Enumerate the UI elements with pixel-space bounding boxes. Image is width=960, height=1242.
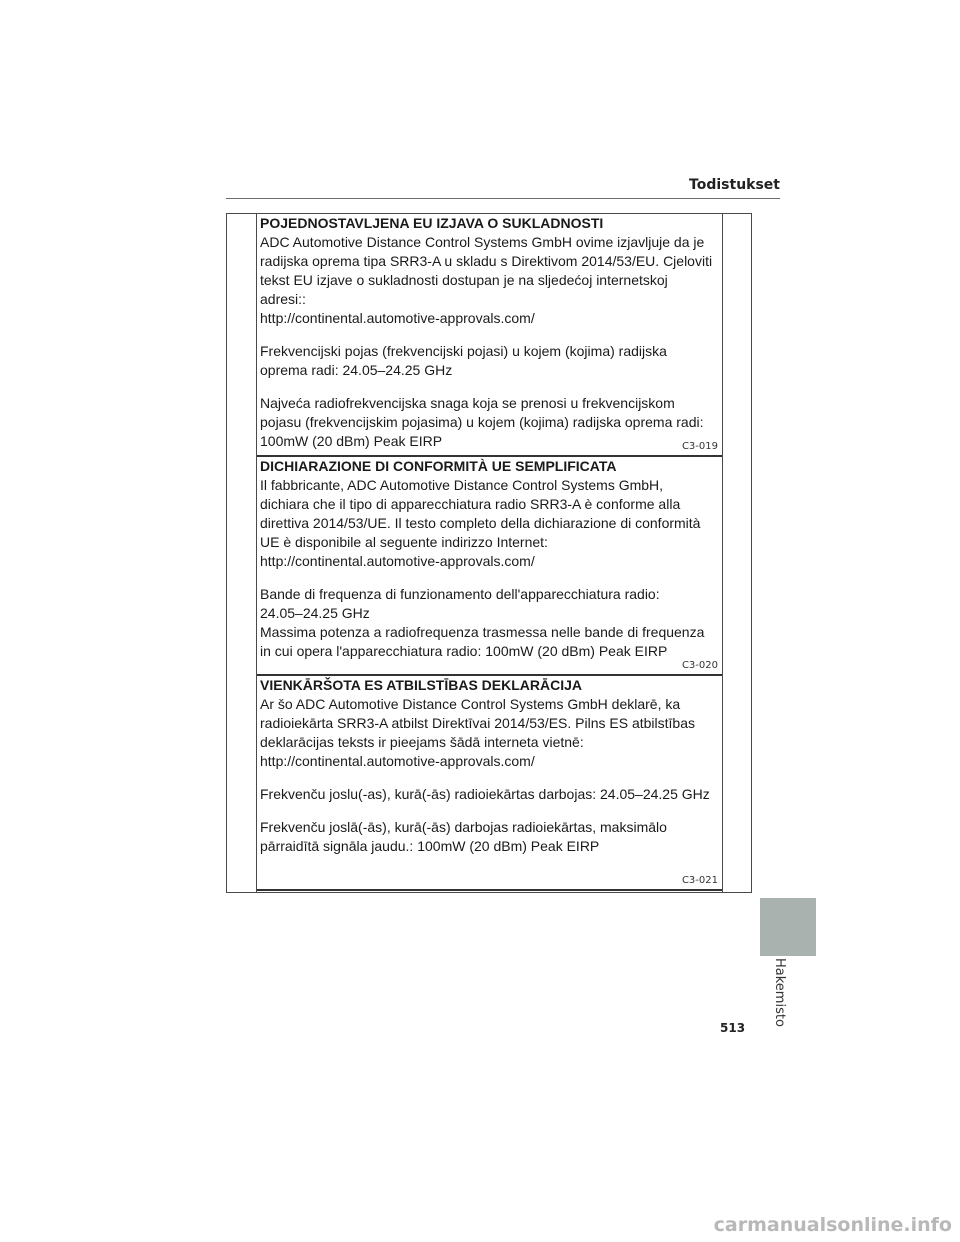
declaration-text — [260, 457, 722, 661]
declaration-line: deklarācijas teksts ir pieejams šādā interneta vietnē: — [260, 734, 584, 750]
declaration-line: Frekvencijski pojas (frekvencijski pojasi) u kojem (kojima) radijska — [260, 343, 667, 359]
declaration-line: dichiara che il tipo di apparecchiatura radio SRR3-A è conforme alla — [260, 496, 681, 512]
declaration-text — [260, 214, 722, 451]
declaration-line: radijska oprema tipa SRR3-A u skladu s Direktivom 2014/53/EU. Cjeloviti — [260, 253, 713, 269]
declaration-heading: DICHIARAZIONE DI CONFORMITÀ UE SEMPLIFICATA — [260, 458, 617, 474]
declaration-line: oprema radi: 24.05–24.25 GHz — [260, 362, 453, 378]
declaration-line: UE è disponibile al seguente indirizzo Internet: — [260, 534, 548, 550]
declaration-heading: VIENKĀRŠOTA ES ATBILSTĪBAS DEKLARĀCIJA — [260, 677, 583, 693]
declaration-line: ADC Automotive Distance Control Systems GmbH ovime izjavljuje da je — [260, 234, 705, 250]
paragraph-gap — [260, 328, 722, 342]
declaration-code: C3-020 — [681, 660, 718, 671]
paragraph-gap — [260, 380, 722, 394]
declaration-line: direttiva 2014/53/UE. Il testo completo della dichiarazione di conformità — [260, 515, 701, 531]
paragraph-gap — [260, 804, 722, 818]
declaration-line: Il fabbricante, ADC Automotive Distance Control Systems GmbH, — [260, 477, 664, 493]
declaration-italian — [257, 457, 722, 676]
section-tab-marker — [760, 898, 816, 956]
paragraph-gap — [260, 771, 722, 785]
declaration-line: http://continental.automotive-approvals.com/ — [260, 310, 535, 326]
declaration-code: C3-019 — [681, 441, 718, 452]
side-tab-label: Hakemisto — [772, 958, 787, 1027]
declaration-line: 24.05–24.25 GHz — [260, 605, 370, 621]
declaration-line: 100mW (20 dBm) Peak EIRP — [260, 433, 443, 449]
declarations-frame — [226, 213, 752, 893]
declaration-line: tekst EU izjave o sukladnosti dostupan je na sljedećoj internetskoj — [260, 272, 668, 288]
declaration-line: Ar šo ADC Automotive Distance Control Systems GmbH deklarē, ka — [260, 696, 681, 712]
declaration-line: radioiekārta SRR3-A atbilst Direktīvai 2014/53/ES. Pilns ES atbilstības — [260, 715, 695, 731]
declaration-croatian — [257, 214, 722, 457]
declaration-line: adresi:: — [260, 291, 306, 307]
header-divider — [226, 198, 780, 199]
declaration-text — [260, 676, 722, 856]
declaration-code: C3-021 — [681, 875, 718, 886]
declaration-line: pārraidītā signāla jaudu.: 100mW (20 dBm) Peak EIRP — [260, 838, 600, 854]
declaration-latvian — [257, 676, 722, 891]
paragraph-gap — [260, 571, 722, 585]
declaration-line: in cui opera l'apparecchiatura radio: 100mW (20 dBm) Peak EIRP — [260, 643, 668, 659]
page-header-title: Todistukset — [689, 177, 780, 193]
watermark: carmanualsonline.info — [713, 1214, 952, 1236]
declaration-heading: POJEDNOSTAVLJENA EU IZJAVA O SUKLADNOSTI — [260, 215, 604, 231]
declaration-line: Frekvenču joslā(-ās), kurā(-ās) darbojas radioiekārtas, maksimālo — [260, 819, 667, 835]
declaration-line: http://continental.automotive-approvals.com/ — [260, 553, 535, 569]
declaration-line: http://continental.automotive-approvals.com/ — [260, 753, 535, 769]
declaration-line: Frekvenču joslu(-as), kurā(-ās) radioiekārtas darbojas: 24.05–24.25 GHz — [260, 786, 710, 802]
page-number: 513 — [720, 1021, 746, 1035]
right-column-rule — [722, 214, 723, 892]
declaration-line: Massima potenza a radiofrequenza trasmessa nelle bande di frequenza — [260, 624, 705, 640]
declaration-line: pojasu (frekvencijskim pojasima) u kojem (kojima) radijska oprema radi: — [260, 414, 704, 430]
declaration-line: Najveća radiofrekvencijska snaga koja se prenosi u frekvencijskom — [260, 395, 675, 411]
declaration-line: Bande di frequenza di funzionamento dell'apparecchiatura radio: — [260, 586, 660, 602]
